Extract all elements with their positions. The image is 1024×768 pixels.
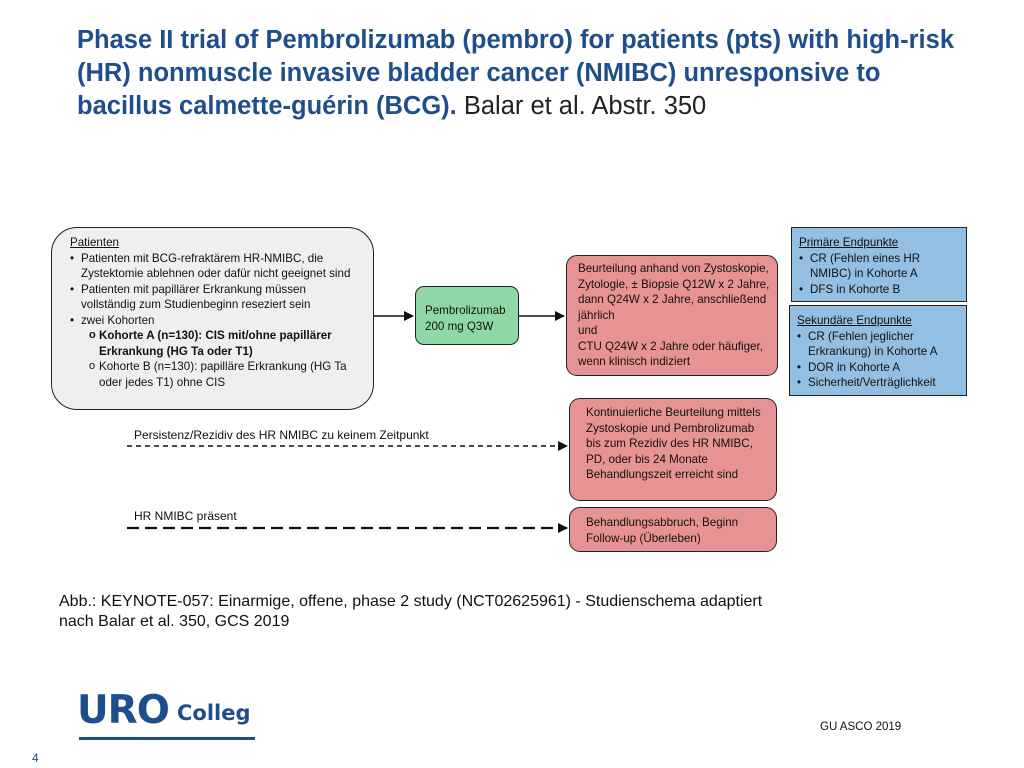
patients-bullet-3: • zwei Kohorten [70, 313, 363, 329]
discontinuation-box [569, 507, 777, 552]
present-label: HR NMIBC präsent [134, 509, 237, 523]
assessment-line-2: und [578, 324, 598, 337]
patients-box [51, 227, 374, 410]
figure-caption: Abb.: KEYNOTE-057: Einarmige, offene, phase 2 study (NCT02625961) - Studienschema adaptiert nach Balar et al. 350, GCS 2019 [59, 593, 763, 630]
primary-endpoints-heading: Primäre Endpunkte [799, 236, 899, 249]
secondary-endpoints-heading: Sekundäre Endpunkte [797, 314, 912, 327]
logo-colleg: Colleg [177, 701, 251, 725]
footer-conference: GU ASCO 2019 [820, 721, 902, 733]
patients-bullet-1: • Patienten mit BCG-refraktärem HR-NMIBC, die Zystektomie ablehnen oder dafür nicht geeignet sind [70, 251, 363, 282]
assessment-line-3: CTU Q24W x 2 Jahre oder häufiger, wenn klinisch indiziert [578, 339, 763, 368]
assessment-line-1: Beurteilung anhand von Zystoskopie, Zytologie, ± Biopsie Q12W x 2 Jahre, dann Q24W x 2 Jahre, anschließend jährlich [578, 262, 770, 322]
continuation-box [569, 398, 777, 501]
patients-bullet-2: • Patienten mit papillärer Erkrankung müssen vollständig zum Studienbeginn reseziert sein [70, 282, 363, 313]
treatment-drug: Pembrolizumab [425, 304, 506, 317]
discontinuation-text: Behandlungsabbruch, Beginn Follow-up (Überleben) [586, 516, 739, 545]
treatment-dose: 200 mg Q3W [425, 319, 494, 333]
patients-heading: Patienten [70, 236, 119, 249]
treatment-box [415, 286, 519, 345]
secondary-endpoint-item: • DOR in Kohorte A [797, 360, 961, 376]
persistence-label: Persistenz/Rezidiv des HR NMIBC zu keinem Zeitpunkt [134, 428, 429, 442]
cohort-a: o Kohorte A (n=130): CIS mit/ohne papillärer Erkrankung (HG Ta oder T1) [70, 328, 363, 359]
logo-underline [79, 737, 255, 740]
logo-uro: URO [77, 688, 169, 733]
primary-endpoint-item: • DFS in Kohorte B [799, 282, 961, 298]
cohort-b: o Kohorte B (n=130): papilläre Erkrankung (HG Ta oder jedes T1) ohne CIS [70, 359, 363, 390]
assessment-box [566, 255, 778, 376]
secondary-endpoint-item: • Sicherheit/Verträglichkeit [797, 375, 961, 391]
page-number: 4 [32, 751, 39, 765]
title-main: Phase II trial of Pembrolizumab (pembro) for patients (pts) with high-risk (HR) nonmuscle invasive bladder cancer (NMIBC) unresponsive to bacillus calmette-guérin (BCG). [77, 26, 954, 120]
title-reference: Balar et al. Abstr. 350 [463, 92, 707, 120]
urocolleg-logo [77, 688, 259, 744]
continuation-text: Kontinuierliche Beurteilung mittels Zystoskopie und Pembrolizumab bis zum Rezidiv des HR NMIBC, PD, oder bis 24 Monate Behandlungszeit erreicht sind [586, 406, 761, 481]
secondary-endpoints-box [789, 305, 967, 396]
primary-endpoint-item: • CR (Fehlen eines HR NMIBC) in Kohorte A [799, 251, 961, 282]
primary-endpoints-box [791, 227, 967, 302]
secondary-endpoint-item: • CR (Fehlen jeglicher Erkrankung) in Kohorte A [797, 329, 961, 360]
